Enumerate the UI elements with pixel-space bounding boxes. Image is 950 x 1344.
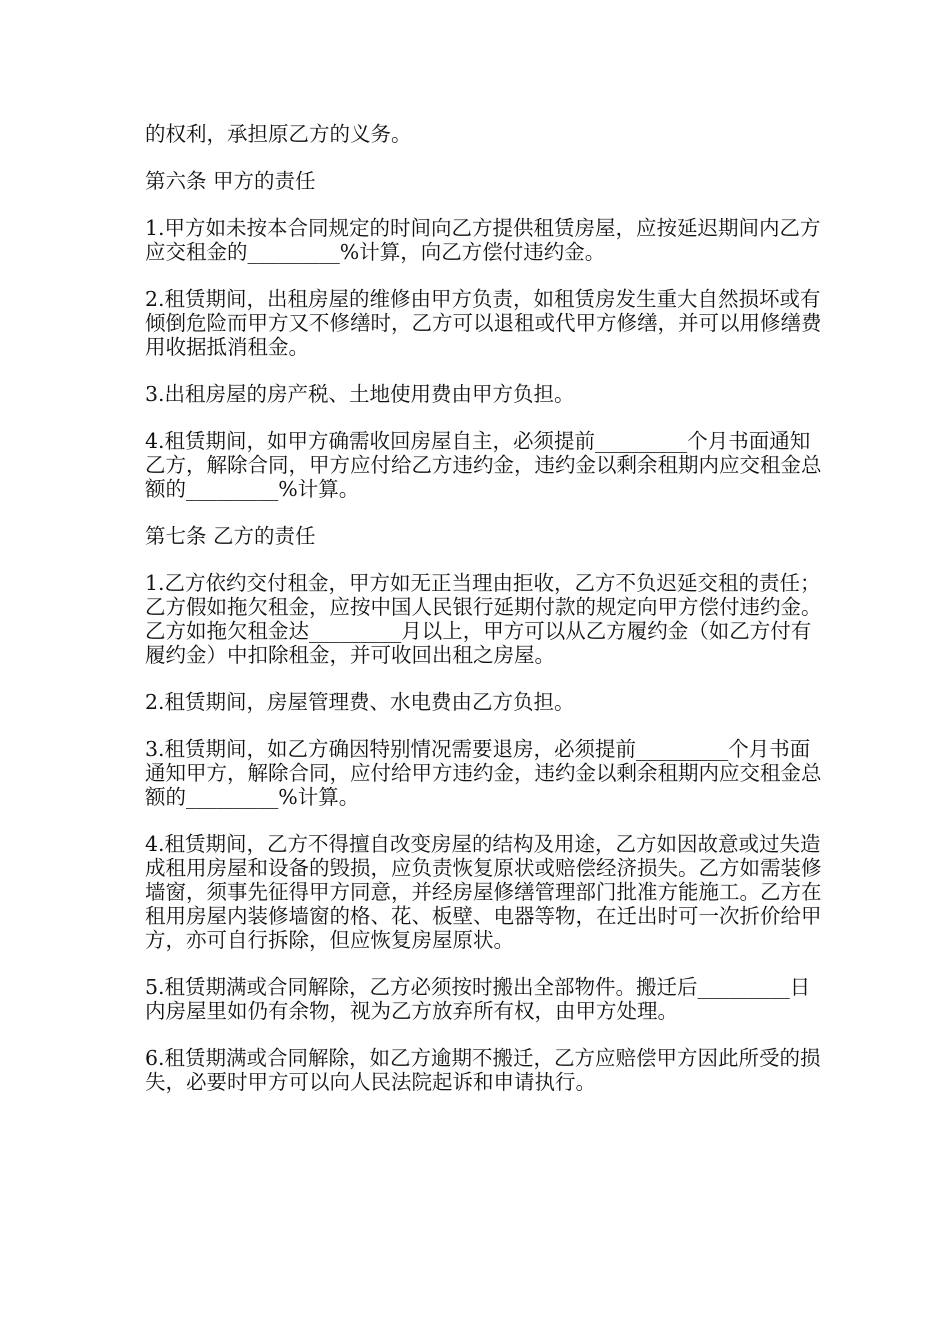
article-6-heading: 第六条 甲方的责任: [145, 169, 316, 193]
article-7-clause-4: 4.租赁期间，乙方不得擅自改变房屋的结构及用途，乙方如因故意或过失造成租用房屋和设备的毁损，应负责恢复原状或赔偿经济损失。乙方如需装修墙窗，须事先征得甲方同意，并经房屋修缮管理部门批准方能施工。乙方在租用房屋内装修墙窗的格、花、板壁、电器等物，在迁出时可一次折价给甲方，亦可自行拆除，但应恢复房屋原状。: [145, 832, 822, 952]
article-7-clause-2: 2.租赁期间，房屋管理费、水电费由乙方负担。: [145, 690, 575, 714]
article-7-clause-6: 6.租赁期满或合同解除，如乙方逾期不搬迁，乙方应赔偿甲方因此所受的损失，必要时甲方可以向人民法院起诉和申请执行。: [145, 1046, 821, 1094]
article-6-clause-4: 4.租赁期间，如甲方确需收回房屋自主，必须提前_________个月书面通知乙方，解除合同，甲方应付给乙方违约金，违约金以剩余租期内应交租金总额的_________%计算。: [145, 429, 822, 501]
article-6-clause-3: 3.出租房屋的房产税、土地使用费由甲方负担。: [145, 382, 575, 406]
document-body: [145, 122, 825, 1117]
article-7-clause-3: 3.租赁期间，如乙方确因特别情况需要退房，必须提前_________个月书面通知甲方，解除合同，应付给甲方违约金，违约金以剩余租期内应交租金总额的_________%计算。: [145, 737, 822, 809]
article-7-clause-1: 1.乙方依约交付租金，甲方如无正当理由拒收，乙方不负迟延交租的责任；乙方假如拖欠租金，应按中国人民银行延期付款的规定向甲方偿付违约金。乙方如拖欠租金达_________月以上，甲方可以从乙方履约金（如乙方付有履约金）中扣除租金，并可收回出租之房屋。: [145, 571, 822, 667]
article-6-clause-2: 2.租赁期间，出租房屋的维修由甲方负责，如租赁房发生重大自然损坏或有倾倒危险而甲方又不修缮时，乙方可以退租或代甲方修缮，并可以用修缮费用收据抵消租金。: [145, 287, 822, 359]
paragraph-continuation: 的权利，承担原乙方的义务。: [145, 122, 412, 146]
article-7-clause-5: 5.租赁期满或合同解除，乙方必须按时搬出全部物件。搬迁后_________日内房屋里如仍有余物，视为乙方放弃所有权，由甲方处理。: [145, 975, 811, 1023]
article-6-clause-1: 1.甲方如未按本合同规定的时间向乙方提供租赁房屋，应按延迟期间内乙方应交租金的_________%计算，向乙方偿付违约金。: [145, 216, 821, 264]
article-7-heading: 第七条 乙方的责任: [145, 524, 316, 548]
